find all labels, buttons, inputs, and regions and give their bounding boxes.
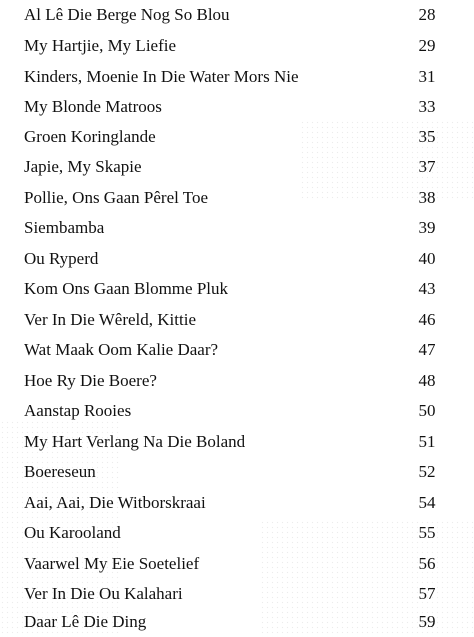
toc-title: My Blonde Matroos [24, 97, 162, 116]
toc-page-number: 50 [418, 401, 436, 420]
toc-title: Groen Koringlande [24, 127, 156, 146]
toc-page-number: 56 [418, 554, 436, 573]
toc-title: Vaarwel My Eie Soetelief [24, 554, 200, 573]
toc-page-number: 47 [418, 340, 436, 359]
toc-title: Ou Karooland [24, 523, 121, 542]
toc-row [0, 92, 474, 122]
toc-title: Pollie, Ons Gaan Pêrel Toe [24, 188, 209, 207]
toc-row [0, 213, 474, 243]
toc-page-number: 52 [418, 462, 436, 481]
toc-page-number: 51 [418, 432, 436, 451]
toc-title: My Hart Verlang Na Die Boland [24, 432, 246, 451]
toc-page-number: 55 [418, 523, 436, 542]
toc-page-number: 48 [418, 371, 436, 390]
toc-page-number: 54 [418, 493, 436, 512]
toc-page-number: 29 [418, 36, 436, 55]
toc-title: Hoe Ry Die Boere? [24, 371, 157, 390]
toc-title: Japie, My Skapie [24, 157, 142, 176]
toc-page-number: 33 [418, 97, 436, 116]
toc-page-number: 39 [418, 218, 436, 237]
toc-row [0, 305, 474, 335]
toc-page-number: 31 [418, 67, 436, 86]
toc-page-number: 57 [418, 584, 436, 603]
toc-title: Kom Ons Gaan Blomme Pluk [24, 279, 228, 298]
toc-row [0, 62, 474, 92]
toc-title: Al Lê Die Berge Nog So Blou [24, 5, 230, 24]
toc-title: Siembamba [24, 218, 105, 237]
toc-row [0, 607, 474, 637]
toc-title: Ou Ryperd [24, 249, 99, 268]
toc-row [0, 457, 474, 487]
toc-row [0, 488, 474, 518]
toc-title: Aai, Aai, Die Witborskraai [24, 493, 206, 512]
toc-row [0, 335, 474, 365]
toc-page-number: 40 [418, 249, 436, 268]
toc-row [0, 427, 474, 457]
toc-title: Boereseun [24, 462, 96, 481]
toc-title: Ver In Die Wêreld, Kittie [24, 310, 196, 329]
toc-title: Wat Maak Oom Kalie Daar? [24, 340, 219, 359]
toc-title: Daar Lê Die Ding [24, 612, 147, 631]
toc-row [0, 31, 474, 61]
toc-row [0, 244, 474, 274]
toc-row [0, 366, 474, 396]
toc-row [0, 274, 474, 304]
toc-title: Kinders, Moenie In Die Water Mors Nie [24, 67, 299, 86]
toc-row [0, 152, 474, 182]
toc-row [0, 396, 474, 426]
toc-row [0, 518, 474, 548]
toc-page-number: 46 [418, 310, 436, 329]
toc-row [0, 0, 474, 30]
toc-page-number: 37 [418, 157, 436, 176]
toc-row [0, 122, 474, 152]
toc-page-number: 35 [418, 127, 436, 146]
toc-title: Aanstap Rooies [24, 401, 132, 420]
toc-page-number: 43 [418, 279, 436, 298]
toc-page-number: 38 [418, 188, 436, 207]
toc-page-number: 59 [418, 612, 436, 631]
toc-row [0, 549, 474, 579]
toc-row [0, 579, 474, 609]
toc-title: Ver In Die Ou Kalahari [24, 584, 183, 603]
toc-row [0, 183, 474, 213]
toc-title: My Hartjie, My Liefie [24, 36, 177, 55]
toc-page-number: 28 [418, 5, 436, 24]
